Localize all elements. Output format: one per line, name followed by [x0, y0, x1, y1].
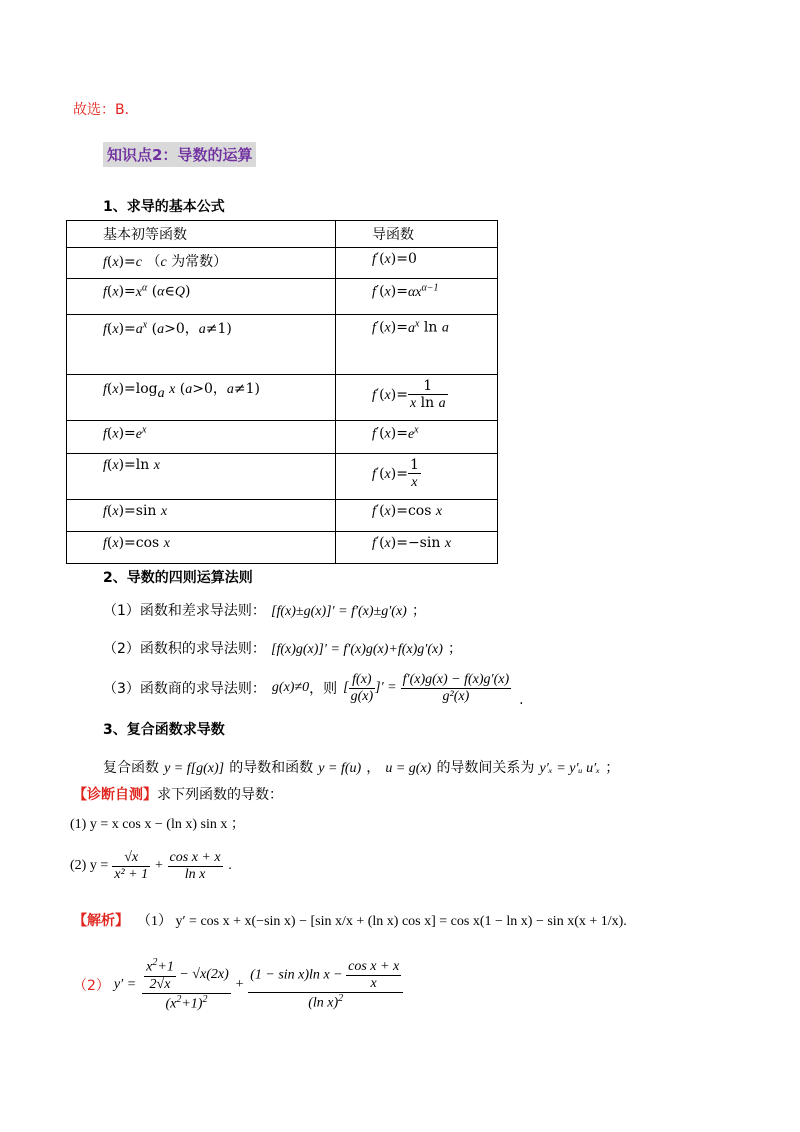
- rule-label: （3）函数商的求导法则：: [103, 681, 266, 697]
- answer-line: 故选：B．: [73, 102, 139, 118]
- text: ，: [366, 760, 381, 776]
- table-cell-derivative: f′(x)= $\frac{1}{\text{x ln a}}$: [336, 375, 498, 421]
- rule-formula: [f(x)g(x)]′ = f′(x)g(x)+f(x)g′(x): [271, 642, 443, 657]
- q2-fraction-2: $\frac{\text{cos x + x}}{\text{ln x}}$: [169, 849, 221, 882]
- rule-label: （2）函数积的求导法则：: [103, 641, 266, 657]
- q2-plus: +: [154, 858, 164, 873]
- text: 的导数和函数: [229, 760, 314, 776]
- table-cell-derivative: $f'(x)=e^x$: [336, 421, 498, 454]
- table-cell-derivative: f′(x)=0: [336, 248, 498, 279]
- table-cell-function: f(x)=ln x: [67, 454, 336, 500]
- rule-formula: [f(x)±g(x)]′ = f′(x)±g′(x): [271, 604, 407, 619]
- rule-product: [103, 638, 462, 658]
- subsection-3-title: 3、复合函数求导数: [103, 722, 225, 738]
- subsection-1-title: 1、求导的基本公式: [103, 199, 225, 215]
- derivative-formula-table: [66, 220, 498, 564]
- table-cell-function: $f(x)=e^x$: [67, 421, 336, 454]
- question-1: (1) y = x cos x − (ln x) sin x ；: [70, 817, 245, 832]
- analysis-prefix-2: y′ =: [113, 977, 137, 992]
- analysis-answer-1: （1） y′ = cos x + x(−sin x) − [sin x/x + (ln x) cos x] = cos x(1 − ln x) − sin x(x + 1/x).: [137, 914, 627, 929]
- section-title: 知识点2：导数的运算: [103, 142, 256, 167]
- table-row: [67, 500, 498, 532]
- table-cell-function: $f(x)=x^\alpha$ (α∈Q): [67, 279, 336, 315]
- table-row: [67, 532, 498, 564]
- table-row: [67, 248, 498, 279]
- formula: u = g(x): [385, 761, 432, 776]
- analysis-label-2: （2）: [73, 978, 110, 994]
- table-header-row: [67, 221, 498, 248]
- table-cell-function: f(x)=sin x: [67, 500, 336, 532]
- text: 复合函数: [103, 760, 159, 776]
- diagnose-text: 求下列函数的导数：: [157, 787, 283, 803]
- table-cell-derivative: f′(x)=−sin x: [336, 532, 498, 564]
- table-row: [67, 454, 498, 500]
- table-cell-derivative: f′(x)=cos x: [336, 500, 498, 532]
- text: 的导数间关系为: [436, 760, 535, 776]
- quotient-rhs: $\frac{f'(x)g(x) - f(x)g'(x)}{\text{g²(x)}}$: [402, 671, 510, 704]
- rule-sum-difference: [103, 600, 426, 620]
- q2-tail: .: [228, 858, 233, 873]
- q2-fraction-1: $\frac{√x}{\text{x² + 1}}$: [114, 849, 149, 882]
- table-row: [67, 315, 498, 375]
- header-derivatives: 导函数: [336, 221, 498, 248]
- table-cell-function: f(x)=cos x: [67, 532, 336, 564]
- formula: y = f[g(x)]: [164, 761, 225, 776]
- formula: y′ₓ = y′ᵤ u′ₓ: [539, 761, 601, 776]
- analysis-fraction-1: $\frac{x^2+1}{2√x}$ − √x(2x) $(x^2+1)^2$: [142, 957, 231, 1012]
- analysis-line-1: [73, 898, 627, 942]
- analysis-line-2: （2） y′ = $\frac{x^2+1}{2√x}$ − √x(2x) $(x^2+1)^2$ + (1 − sin x)ln x − $\frac{\text{cos x + x}}{x}$ (ln x)$^2$: [73, 950, 403, 1020]
- analysis-tag: 【解析】: [73, 913, 129, 929]
- table-cell-derivative: $f'(x)=\alpha x^{\alpha-1}$: [336, 279, 498, 315]
- rule-tail: ；: [448, 641, 462, 657]
- table-cell-derivative: f′(x)= $\frac{1}{x}$: [336, 454, 498, 500]
- rule-condition: g(x)≠0: [271, 680, 310, 695]
- composite-paragraph: [103, 757, 619, 777]
- text: ；: [605, 760, 620, 776]
- question-2: [70, 846, 232, 886]
- table-cell-function: $f(x)=\log_a$ x (a>0，a≠1): [67, 375, 336, 421]
- table-row: [67, 279, 498, 315]
- header-basic-functions: 基本初等函数: [67, 221, 336, 248]
- subsection-2-title: 2、导数的四则运算法则: [103, 570, 253, 586]
- formula: y = f(u): [318, 761, 362, 776]
- table-row: [67, 375, 498, 421]
- analysis-fraction-2: (1 − sin x)ln x − $\frac{\text{cos x + x}}{x}$ (ln x)$^2$: [248, 959, 403, 1012]
- rule-mid: ，则: [309, 681, 338, 697]
- table-cell-function: $f(x)=a^x$ (a>0，a≠1): [67, 315, 336, 375]
- table-row: [67, 421, 498, 454]
- table-cell-function: f(x)=c （c 为常数）: [67, 248, 336, 279]
- rule-tail: ；: [411, 603, 426, 619]
- rule-label: （1）函数和差求导法则：: [103, 603, 266, 619]
- rule-quotient: （3）函数商的求导法则： g(x)≠0 ，则 [ $\frac{f(x)}{g(x)}$ ]′ = $\frac{f'(x)g(x) - f(x)g'(x)}{\text{g²(x)}}$ .: [103, 671, 524, 708]
- diagnose-line: [73, 784, 283, 804]
- rule-tail: .: [519, 692, 524, 708]
- q2-prefix: (2) y =: [70, 858, 109, 873]
- table-cell-derivative: $f'(x)=a^x$ ln a: [336, 315, 498, 375]
- quotient-lhs: $\frac{f(x)}{g(x)}$: [350, 671, 374, 704]
- diagnose-tag: 【诊断自测】: [73, 787, 157, 803]
